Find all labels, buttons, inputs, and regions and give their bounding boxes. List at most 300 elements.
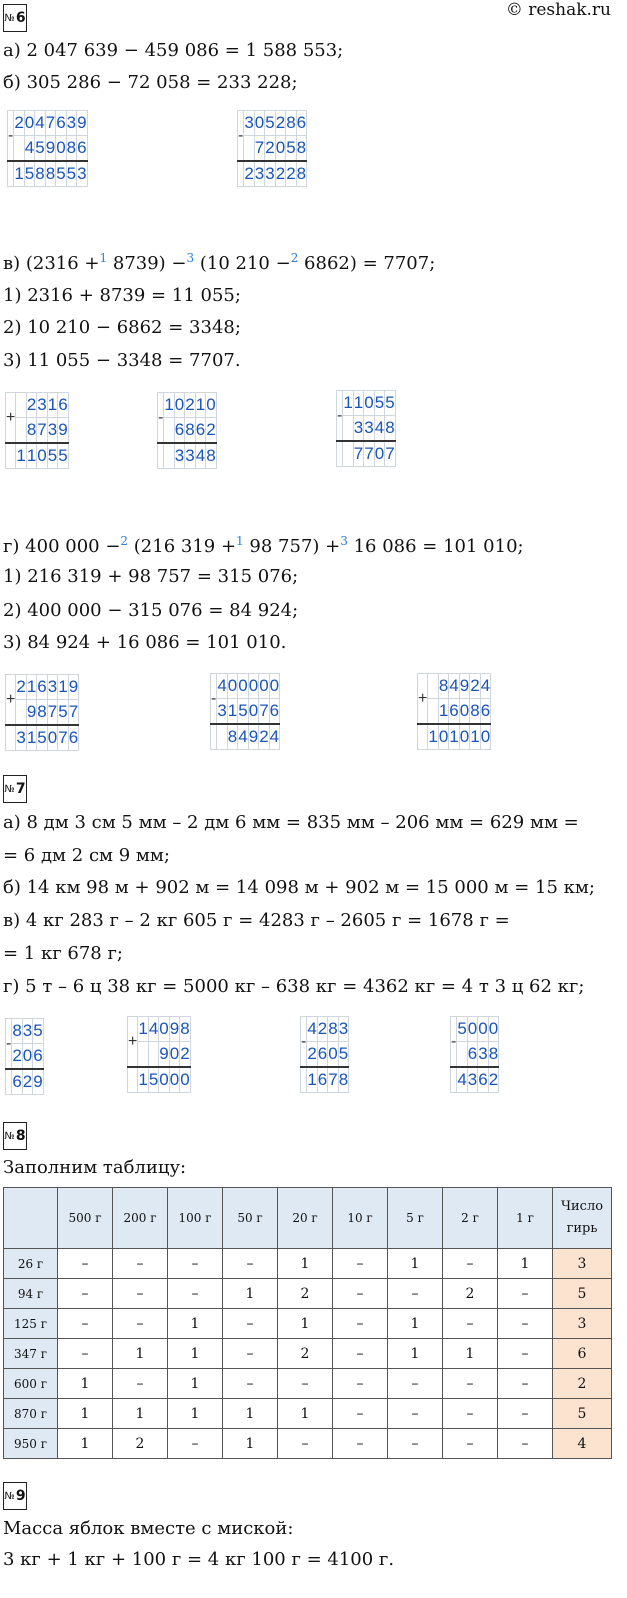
operator-cell: - (301, 1017, 307, 1068)
digit-cell: 0 (459, 699, 469, 725)
digit-cell: 0 (37, 443, 47, 469)
weights-header-cell: 10 г (333, 1188, 388, 1249)
table-cell: – (223, 1309, 278, 1339)
table-row (4, 1429, 612, 1459)
table-cell: – (58, 1339, 113, 1369)
task7-g: г) 5 т – 6 ц 38 кг = 5000 кг – 638 кг = 4362 кг = 4 т 3 ц 62 кг; (3, 976, 585, 997)
digit-cell: 4 (307, 1017, 317, 1042)
table-cell: – (58, 1279, 113, 1309)
row-header-cell: 347 г (4, 1339, 58, 1369)
digit-cell: 5 (58, 700, 68, 726)
task6-g-expression: г) 400 000 −$^2$ (216 319 +$^1$ 98 757) +$^3$ 16 086 = 101 010; (3, 534, 524, 557)
operator-cell: + (128, 1017, 138, 1068)
digit-cell: 8 (206, 443, 216, 469)
digit-cell: 2 (286, 161, 296, 187)
table-cell: 1 (223, 1279, 278, 1309)
task7-a-line2: = 6 дм 2 см 9 мм; (3, 845, 171, 866)
table-cell: – (168, 1249, 223, 1279)
table-cell: 1 (168, 1399, 223, 1429)
calc-row (6, 443, 69, 469)
row-header-cell: 950 г (4, 1429, 58, 1459)
digit-cell: 0 (206, 393, 216, 418)
weights-header-cell: 100 г (168, 1188, 223, 1249)
calc-row (158, 443, 217, 469)
digit-cell: 0 (374, 441, 384, 467)
operator-cell (128, 1067, 138, 1093)
table-cell: 1 (168, 1339, 223, 1369)
operator-cell: - (211, 674, 217, 725)
digit-cell: 1 (227, 699, 237, 725)
digit-cell: 8 (12, 1019, 22, 1044)
digit-cell: 8 (286, 111, 296, 136)
digit-cell: 0 (459, 724, 469, 750)
digit-cell: 6 (174, 418, 184, 444)
digit-cell: 0 (364, 391, 374, 416)
digit-cell: 9 (77, 111, 87, 136)
calc-row (451, 1017, 499, 1042)
calc-row (337, 416, 396, 442)
table-row (4, 1249, 612, 1279)
digit-cell: 0 (56, 136, 66, 162)
digit-cell: 8 (66, 136, 76, 162)
digit-cell: 0 (47, 725, 57, 751)
operator-cell (6, 725, 16, 751)
digit-cell: 1 (438, 699, 448, 725)
calc-grid (417, 673, 491, 750)
weights-header-cell: 1 г (498, 1188, 553, 1249)
calc-row (6, 725, 79, 751)
table-cell: – (223, 1369, 278, 1399)
digit-cell: 6 (480, 699, 490, 725)
digit-cell: 6 (269, 699, 279, 725)
table-cell: – (443, 1249, 498, 1279)
digit-cell: 0 (328, 1042, 338, 1068)
digit-cell: 5 (148, 1067, 158, 1093)
table-row (4, 1339, 612, 1369)
digit-cell: 1 (26, 675, 36, 700)
operator-cell: + (418, 674, 428, 725)
weights-header-cell: 500 г (58, 1188, 113, 1249)
row-header-cell: 600 г (4, 1369, 58, 1399)
digit-cell: 1 (195, 393, 205, 418)
digit-cell: 2 (307, 1042, 317, 1068)
table-cell: 1 (388, 1309, 443, 1339)
digit-cell: 0 (174, 393, 184, 418)
task7-v-line2: = 1 кг 678 г; (3, 943, 123, 964)
task7-v-line1: в) 4 кг 283 г – 2 кг 605 г = 4283 г – 2605 г = 1678 г = (3, 910, 510, 931)
digit-cell: 0 (275, 136, 285, 162)
digit-cell: 5 (35, 136, 45, 162)
digit-cell: 0 (180, 1067, 190, 1093)
digit-cell: 0 (467, 1017, 477, 1042)
digit-cell: 5 (66, 161, 76, 187)
task7-a-line1: а) 8 дм 3 см 5 мм – 2 дм 6 мм = 835 мм – 206 мм = 629 мм = (3, 812, 579, 833)
weights-header-cell: 50 г (223, 1188, 278, 1249)
table-cell: 1 (278, 1249, 333, 1279)
digit-cell: 5 (33, 1019, 43, 1044)
operator-cell: - (158, 393, 164, 444)
digit-cell (16, 418, 26, 444)
calc-row (238, 136, 307, 162)
table-row (4, 1369, 612, 1399)
digit-cell: 3 (77, 161, 87, 187)
table-cell: – (333, 1279, 388, 1309)
count-cell: 5 (553, 1399, 612, 1429)
digit-cell (164, 443, 174, 469)
digit-cell: 9 (68, 675, 78, 700)
digit-cell: 8 (227, 724, 237, 750)
calc-grid (127, 1016, 191, 1093)
table-cell: – (443, 1369, 498, 1399)
digit-cell: 0 (248, 699, 258, 725)
calc-grid (5, 392, 69, 469)
digit-cell: 3 (254, 161, 264, 187)
table-row (4, 1279, 612, 1309)
weights-header-cell: 2 г (443, 1188, 498, 1249)
digit-cell: 8 (438, 674, 448, 699)
digit-cell: 5 (24, 161, 34, 187)
calc-row (6, 1019, 44, 1044)
digit-cell: 7 (385, 441, 395, 467)
operator-cell: - (6, 1019, 12, 1070)
table-cell: – (388, 1369, 443, 1399)
digit-cell: 1 (138, 1067, 148, 1093)
digit-cell: 5 (58, 443, 68, 469)
digit-cell: 1 (47, 393, 57, 418)
table-cell: – (168, 1429, 223, 1459)
task6-g-step1: 1) 216 319 + 98 757 = 315 076; (3, 566, 299, 587)
digit-cell: 8 (488, 1042, 498, 1068)
table-cell: – (113, 1249, 168, 1279)
digit-cell: 0 (169, 1067, 179, 1093)
digit-cell: 9 (26, 700, 36, 726)
count-cell: 4 (553, 1429, 612, 1459)
digit-cell: 6 (33, 1044, 43, 1070)
digit-cell: 4 (449, 674, 459, 699)
digit-cell: 1 (307, 1067, 317, 1093)
table-cell: – (168, 1279, 223, 1309)
table-cell: – (278, 1369, 333, 1399)
table-cell: – (58, 1249, 113, 1279)
digit-cell: 0 (248, 674, 258, 699)
table-cell: – (388, 1399, 443, 1429)
weights-header-cell: 20 г (278, 1188, 333, 1249)
digit-cell: 7 (353, 441, 363, 467)
table-cell: – (498, 1399, 553, 1429)
digit-cell (148, 1042, 158, 1068)
digit-cell: 4 (457, 1067, 467, 1093)
row-header-cell: 26 г (4, 1249, 58, 1279)
digit-cell: 6 (478, 1067, 488, 1093)
digit-cell: 4 (148, 1017, 158, 1042)
row-header-cell: 870 г (4, 1399, 58, 1429)
table-cell: 1 (388, 1249, 443, 1279)
digit-cell: 6 (68, 725, 78, 751)
digit-cell: 2 (206, 418, 216, 444)
table-cell: – (498, 1339, 553, 1369)
digit-cell: 4 (374, 416, 384, 442)
calc-row (301, 1067, 349, 1093)
digit-cell: 2 (16, 675, 26, 700)
table-cell: 2 (278, 1279, 333, 1309)
table-cell: – (498, 1429, 553, 1459)
digit-cell (428, 674, 438, 699)
table-cell: – (58, 1309, 113, 1339)
digit-cell (457, 1042, 467, 1068)
digit-cell: 0 (227, 674, 237, 699)
table-cell: – (498, 1309, 553, 1339)
table-cell: 1 (58, 1369, 113, 1399)
digit-cell: 1 (428, 724, 438, 750)
row-header-cell: 94 г (4, 1279, 58, 1309)
digit-cell: 6 (37, 675, 47, 700)
digit-cell: 1 (16, 443, 26, 469)
table-cell: – (388, 1279, 443, 1309)
calc-row (238, 161, 307, 187)
table-cell: – (333, 1249, 388, 1279)
count-cell: 2 (553, 1369, 612, 1399)
calc-row (6, 393, 69, 418)
table-cell: 1 (388, 1339, 443, 1369)
digit-cell: 6 (12, 1069, 22, 1095)
operator-cell: - (451, 1017, 457, 1068)
count-cell: 3 (553, 1249, 612, 1279)
digit-cell: 3 (47, 418, 57, 444)
digit-cell: 5 (37, 725, 47, 751)
calc-row (6, 700, 79, 726)
table-cell: 2 (443, 1279, 498, 1309)
table-cell: – (443, 1399, 498, 1429)
digit-cell: 2 (470, 674, 480, 699)
calc-row (451, 1042, 499, 1068)
digit-cell: 8 (470, 699, 480, 725)
digit-cell: 3 (478, 1042, 488, 1068)
digit-cell (16, 700, 26, 726)
digit-cell: 2 (14, 111, 24, 136)
table-row (4, 1309, 612, 1339)
row-header-cell: 125 г (4, 1309, 58, 1339)
digit-cell: 1 (449, 724, 459, 750)
digit-cell: 6 (77, 136, 87, 162)
digit-cell: 3 (265, 161, 275, 187)
calc-grid (157, 392, 217, 469)
digit-cell: 6 (56, 111, 66, 136)
digit-cell: 4 (269, 724, 279, 750)
digit-cell: 4 (217, 674, 227, 699)
digit-cell: 1 (343, 391, 353, 416)
weights-header-cell: 5 г (388, 1188, 443, 1249)
digit-cell: 6 (317, 1042, 327, 1068)
digit-cell: 2 (265, 136, 275, 162)
digit-cell: 2 (180, 1042, 190, 1068)
digit-cell (164, 418, 174, 444)
calc-grid (7, 110, 88, 187)
calc-row (128, 1017, 191, 1042)
task6-a: а) 2 047 639 − 459 086 = 1 588 553; (3, 40, 344, 61)
digit-cell: 2 (488, 1067, 498, 1093)
digit-cell: 8 (26, 418, 36, 444)
digit-cell: 4 (195, 443, 205, 469)
task6-g-step2: 2) 400 000 − 315 076 = 84 924; (3, 600, 299, 621)
digit-cell: 8 (328, 1017, 338, 1042)
calc-row (211, 674, 280, 699)
table-cell: – (443, 1429, 498, 1459)
calc-row (418, 699, 491, 725)
operator-cell: - (238, 111, 244, 162)
digit-cell: 6 (195, 418, 205, 444)
calc-grid (5, 1018, 44, 1095)
table-cell: 1 (58, 1399, 113, 1429)
digit-cell: 3 (244, 111, 254, 136)
digit-cell (343, 416, 353, 442)
digit-cell: 5 (56, 161, 66, 187)
digit-cell: 5 (338, 1042, 348, 1068)
table-cell: 1 (223, 1429, 278, 1459)
digit-cell: 2 (244, 161, 254, 187)
digit-cell: 7 (37, 418, 47, 444)
calc-row (158, 393, 217, 418)
operator-cell: - (337, 391, 343, 442)
calc-row (301, 1042, 349, 1068)
digit-cell: 3 (185, 443, 195, 469)
weights-header-cell: Число гирь (553, 1188, 612, 1249)
table-cell: – (223, 1339, 278, 1369)
table-cell: – (333, 1429, 388, 1459)
calc-grid (450, 1016, 499, 1093)
digit-cell: 7 (68, 700, 78, 726)
table-cell: 1 (498, 1249, 553, 1279)
table-cell: 1 (168, 1369, 223, 1399)
digit-cell: 0 (24, 111, 34, 136)
table-cell: – (498, 1279, 553, 1309)
digit-cell (217, 724, 227, 750)
table-cell: 1 (58, 1429, 113, 1459)
digit-cell: 9 (58, 418, 68, 444)
task6-v-step3: 3) 11 055 − 3348 = 7707. (3, 350, 241, 371)
digit-cell: 8 (385, 416, 395, 442)
digit-cell: 1 (58, 675, 68, 700)
digit-cell: 5 (457, 1017, 467, 1042)
digit-cell: 8 (37, 700, 47, 726)
calc-grid (336, 390, 396, 467)
calc-row (301, 1017, 349, 1042)
digit-cell: 7 (47, 700, 57, 726)
operator-cell (6, 443, 16, 469)
task-number-badge: № 7 (3, 775, 27, 803)
digit-cell: 4 (35, 111, 45, 136)
digit-cell: 0 (438, 724, 448, 750)
digit-cell: 5 (374, 391, 384, 416)
operator-cell: - (8, 111, 14, 162)
table-cell: – (333, 1399, 388, 1429)
table-cell: – (388, 1429, 443, 1459)
digit-cell: 0 (269, 674, 279, 699)
digit-cell: 0 (478, 1017, 488, 1042)
digit-cell: 6 (58, 393, 68, 418)
digit-cell: 5 (238, 699, 248, 725)
calc-grid (237, 110, 307, 187)
calc-row (337, 391, 396, 416)
table-cell: 2 (113, 1429, 168, 1459)
table-cell: 2 (278, 1339, 333, 1369)
digit-cell: 1 (14, 161, 24, 187)
digit-cell: 3 (217, 699, 227, 725)
digit-cell (343, 441, 353, 467)
table-cell: – (333, 1369, 388, 1399)
digit-cell: 7 (328, 1067, 338, 1093)
digit-cell: 1 (353, 391, 363, 416)
digit-cell: 8 (45, 161, 55, 187)
calc-grid (5, 674, 79, 751)
table-cell: – (223, 1249, 278, 1279)
task6-v-expression: в) (2316 +$^1$ 8739) −$^3$ (10 210 −$^2$ 6862) = 7707; (3, 251, 436, 274)
task-number-badge: № 6 (3, 4, 27, 32)
task9-line2: 3 кг + 1 кг + 100 г = 4 кг 100 г = 4100 г. (3, 1549, 395, 1570)
task-number-badge: № 8 (3, 1122, 27, 1150)
digit-cell: 0 (488, 1017, 498, 1042)
digit-cell: 7 (254, 136, 264, 162)
operator-cell: + (6, 675, 16, 726)
digit-cell: 2 (275, 161, 285, 187)
digit-cell: 0 (259, 674, 269, 699)
task7-b: б) 14 км 98 м + 902 м = 14 098 м + 902 м = 15 000 м = 15 км; (3, 877, 595, 898)
task9-line1: Масса яблок вместе с миской: (3, 1518, 294, 1539)
digit-cell: 3 (338, 1017, 348, 1042)
table-cell: – (443, 1309, 498, 1339)
operator-cell: + (6, 393, 16, 444)
digit-cell: 0 (254, 111, 264, 136)
digit-cell: 6 (467, 1042, 477, 1068)
task6-b: б) 305 286 − 72 058 = 233 228; (3, 72, 298, 93)
table-cell: – (113, 1369, 168, 1399)
count-cell: 3 (553, 1309, 612, 1339)
weights-table (3, 1187, 612, 1459)
digit-cell: 3 (467, 1067, 477, 1093)
calc-grid (300, 1016, 349, 1093)
digit-cell: 3 (47, 675, 57, 700)
table-cell: – (113, 1279, 168, 1309)
table-cell: 1 (113, 1399, 168, 1429)
table-cell: 1 (278, 1399, 333, 1429)
digit-cell: 6 (317, 1067, 327, 1093)
task-number-badge: № 9 (3, 1482, 27, 1510)
digit-cell: 5 (286, 136, 296, 162)
digit-cell: 2 (275, 111, 285, 136)
digit-cell: 1 (26, 725, 36, 751)
digit-cell: 1 (164, 393, 174, 418)
weights-header-cell (4, 1188, 58, 1249)
calc-row (128, 1067, 191, 1093)
count-cell: 5 (553, 1279, 612, 1309)
operator-cell (418, 724, 428, 750)
calc-row (8, 161, 88, 187)
digit-cell: 5 (47, 443, 57, 469)
table-cell: 1 (113, 1339, 168, 1369)
calc-row (211, 724, 280, 750)
digit-cell: 8 (185, 418, 195, 444)
task8-intro: Заполним таблицу: (3, 1157, 187, 1178)
table-cell: – (498, 1369, 553, 1399)
digit-cell: 0 (238, 674, 248, 699)
digit-cell (16, 393, 26, 418)
table-cell: – (333, 1339, 388, 1369)
digit-cell (244, 136, 254, 162)
digit-cell: 9 (169, 1017, 179, 1042)
table-cell: – (113, 1309, 168, 1339)
table-cell: – (333, 1309, 388, 1339)
digit-cell: 2 (22, 1069, 32, 1095)
digit-cell: 9 (459, 674, 469, 699)
